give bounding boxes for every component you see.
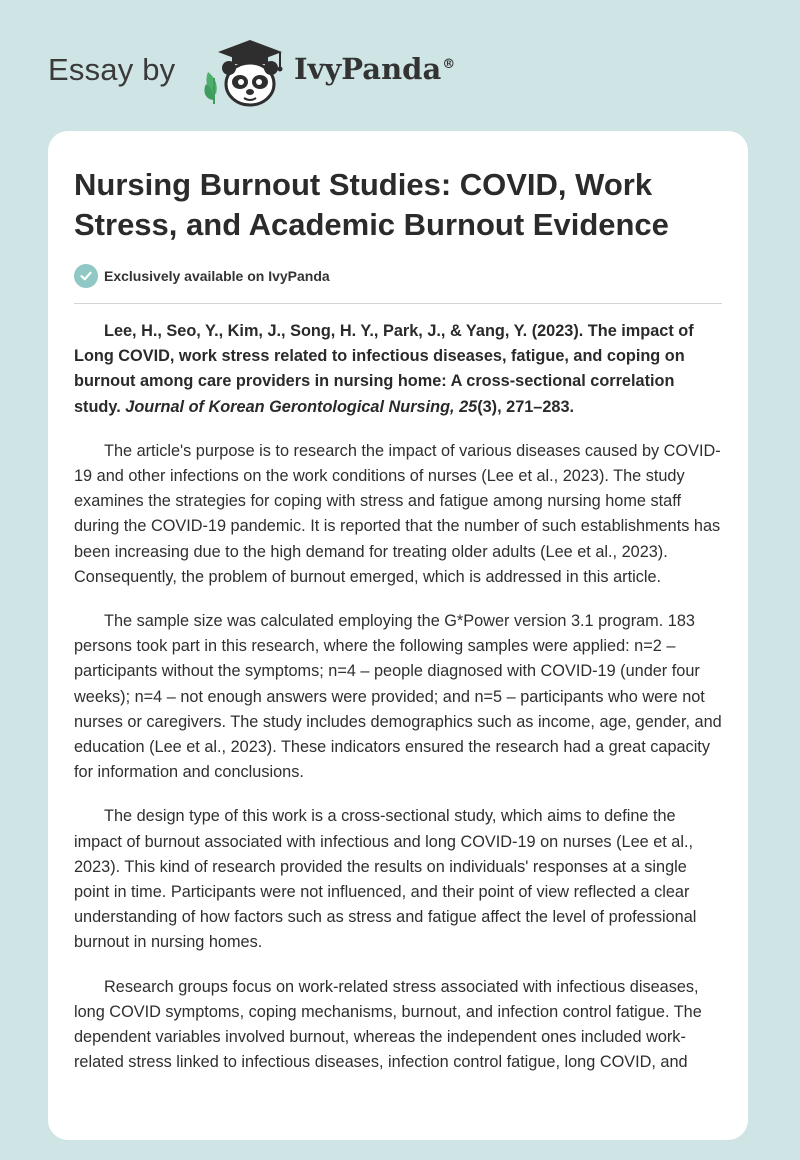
essay-card [48,131,748,1140]
essay-by-label: Essay by [48,52,176,87]
journal-name: Journal of Korean Gerontological Nursing, 25 [125,397,478,416]
paragraph: Research groups focus on work-related stress associated with infectious diseases, long COVID symptoms, coping mechanisms, burnout, and infection control fatigue. The dependent variables involved burnout, whereas the independent ones included work-related stress linked to infectious diseases, infection control fatigue, long COVID, and [74,977,702,1072]
panda-graduate-logo-icon[interactable] [202,38,286,108]
paragraph: The design type of this work is a cross-sectional study, which aims to define the impact of burnout associated with infectious and long COVID-19 on nurses (Lee et al., 2023). This kind of research provided the results on individuals' responses at a single point in time. Participants were not influenced, and their point of view reflected a clear understanding of how factors such as stress and fatigue affect the level of professional burnout in nursing homes. [74,807,697,952]
page-title: Nursing Burnout Studies: COVID, Work Stress, and Academic Burnout Evidence [74,167,669,242]
site-header [0,0,800,130]
essay-body [74,319,724,1094]
reference-citation: Lee, H., Seo, Y., Kim, J., Song, H. Y., Park, J., & Yang, Y. (2023). The impact of Long COVID, work stress related to infectious diseases, fatigue, and coping on burnout among care providers in nursing home: A cross-sectional correlation study. Journal of Korean Gerontological Nursing, 25(3), 271–283. [74,322,694,416]
divider [74,303,722,304]
check-circle-icon [74,264,98,288]
brand-name[interactable]: IvyPanda® [294,52,456,86]
paragraph: The sample size was calculated employing the G*Power version 3.1 program. 183 persons took part in this research, where the following samples were applied: n=2 – participants without the symptoms; n=4 – people diagnosed with COVID-19 (under four weeks); n=4 – not enough answers were provided; and n=5 – participants who were not nurses or caregivers. The study includes demographics such as income, age, gender, and education (Lee et al., 2023). These indicators ensured the research had a great capacity for information and conclusions. [74,612,722,782]
paragraph: The article's purpose is to research the impact of various diseases caused by COVID-19 and other infections on the work conditions of nurses (Lee et al., 2023). The study examines the strategies for coping with stress and fatigue among nursing home staff during the COVID-19 pandemic. It is reported that the number of such establishments has been increasing due to the high demand for treating older adults (Lee et al., 2023). Consequently, the problem of burnout emerged, which is addressed in this article. [74,441,721,586]
exclusive-label: Exclusively available on IvyPanda [104,268,330,284]
exclusive-badge [74,263,330,289]
